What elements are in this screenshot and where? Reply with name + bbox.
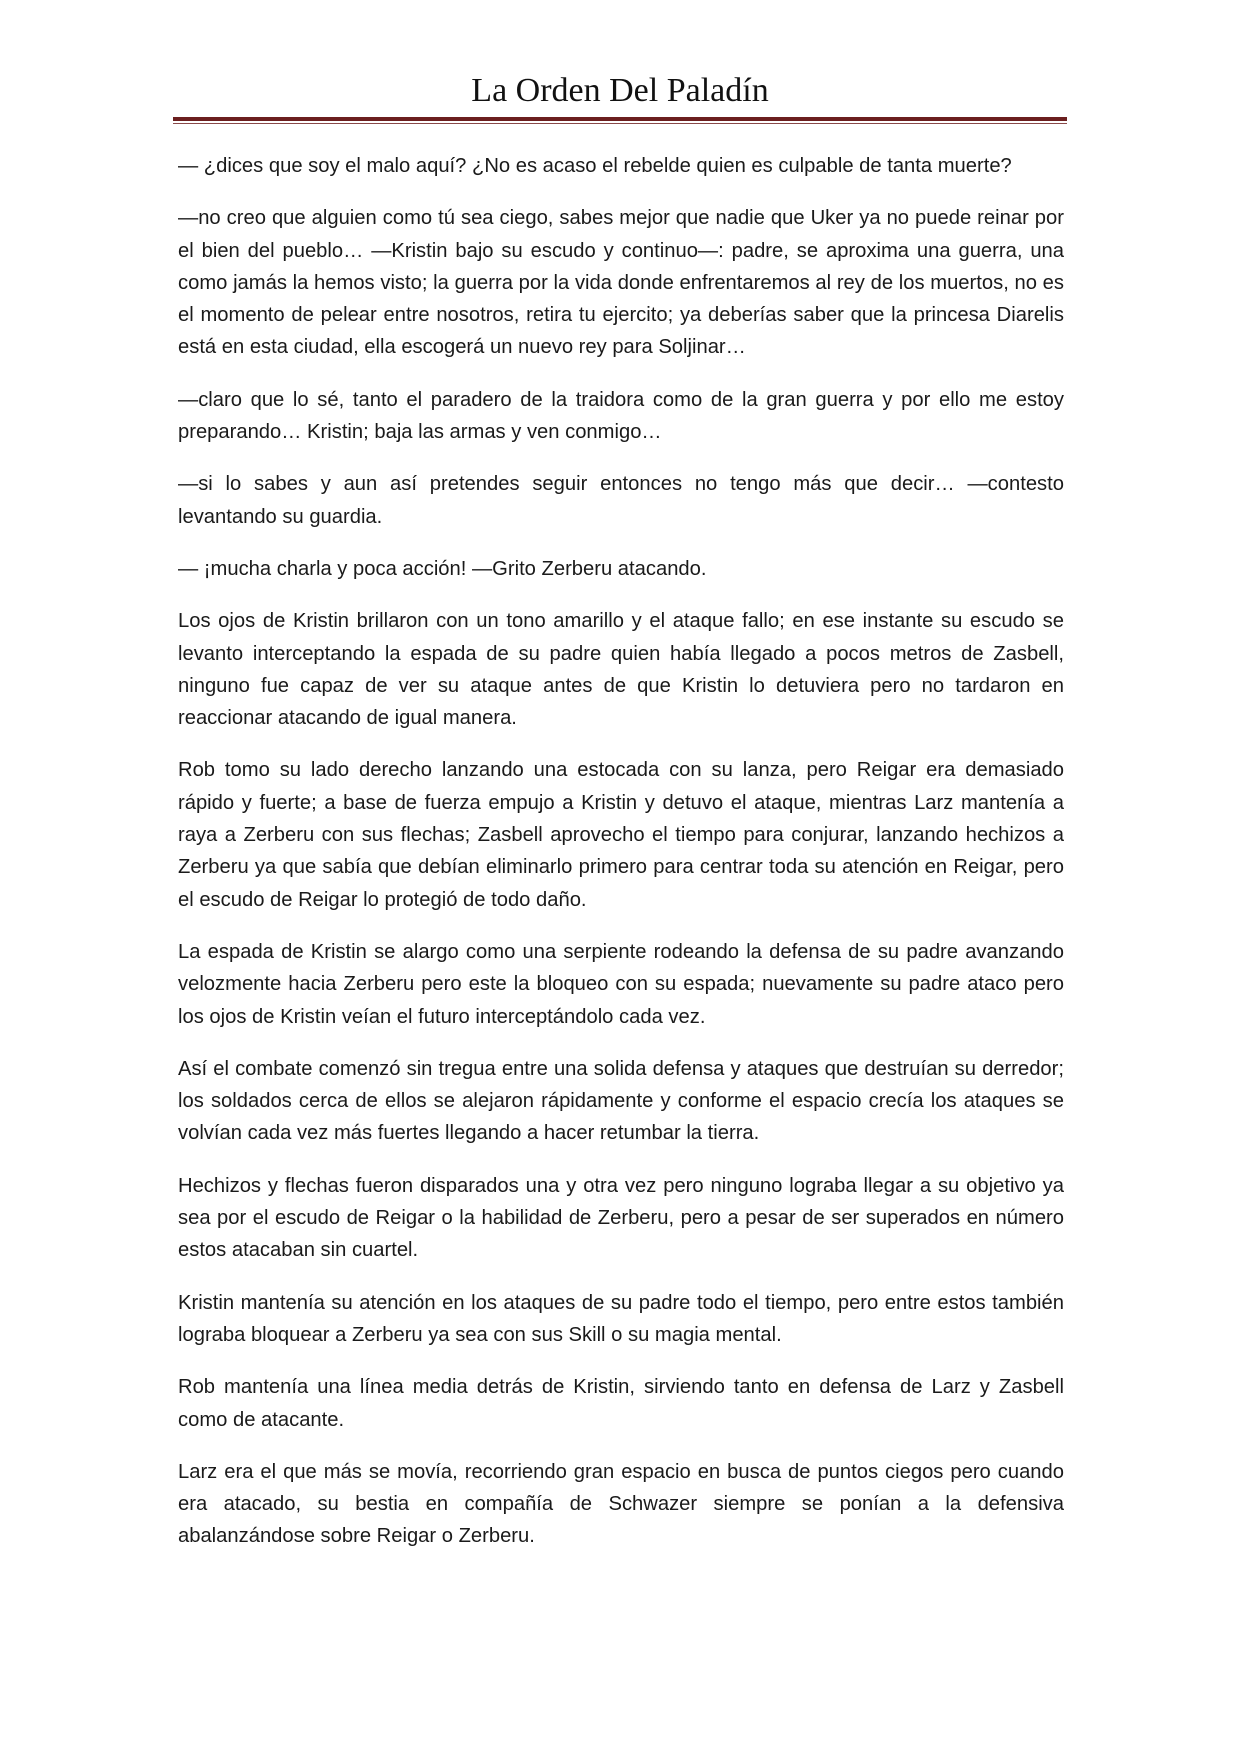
paragraph: Rob tomo su lado derecho lanzando una estocada con su lanza, pero Reigar era demasiado rápido y fuerte; a base de fuerza empujo a Kristin y detuvo el ataque, mientras Larz mantenía a raya a Zerberu con sus flechas; Zasbell aprovecho el tiempo para conjurar, lanzando hechizos a Zerberu ya que sabía que debían eliminarlo primero para centrar toda su atención en Reigar, pero el escudo de Reigar lo protegió de todo daño.	[178, 759, 1064, 911]
paragraph: La espada de Kristin se alargo como una serpiente rodeando la defensa de su padre avanzando velozmente hacia Zerberu pero este la bloqueo con su espada; nuevamente su padre ataco pero los ojos de Kristin veían el futuro interceptándolo cada vez.	[178, 940, 1064, 1028]
paragraph: —no creo que alguien como tú sea ciego, sabes mejor que nadie que Uker ya no puede reinar por el bien del pueblo… —Kristin bajo su escudo y continuo—: padre, se aproxima una guerra, una como jamás la hemos visto; la guerra por la vida donde enfrentaremos al rey de los muertos, no es el momento de pelear entre nosotros, retira tu ejercito; ya deberías saber que la princesa Diarelis está en esta ciudad, ella escogerá un nuevo rey para Soljinar…	[178, 207, 1064, 359]
paragraph: Rob mantenía una línea media detrás de Kristin, sirviendo tanto en defensa de Larz y Zasbell como de atacante.	[178, 1376, 1064, 1431]
paragraph: —si lo sabes y aun así pretendes seguir entonces no tengo más que decir… —contesto levantando su guardia.	[178, 473, 1064, 528]
header-rule-thick	[173, 117, 1067, 121]
paragraph: Hechizos y flechas fueron disparados una y otra vez pero ninguno lograba llegar a su objetivo ya sea por el escudo de Reigar o la habilidad de Zerberu, pero a pesar de ser superados en número estos atacaban sin cuartel.	[178, 1174, 1064, 1262]
paragraph: Larz era el que más se movía, recorriendo gran espacio en busca de puntos ciegos pero cuando era atacado, su bestia en compañía de Schwazer siempre se ponían a la defensiva abalanzándose sobre Reigar o Zerberu.	[178, 1460, 1064, 1548]
paragraph: — ¡mucha charla y poca acción! —Grito Zerberu atacando.	[178, 557, 707, 580]
paragraph: Kristin mantenía su atención en los ataques de su padre todo el tiempo, pero entre estos también lograba bloquear a Zerberu ya sea con sus Skill o su magia mental.	[178, 1291, 1064, 1346]
paragraph: —claro que lo sé, tanto el paradero de la traidora como de la gran guerra y por ello me estoy preparando… Kristin; baja las armas y ven conmigo…	[178, 388, 1064, 444]
paragraph: Los ojos de Kristin brillaron con un tono amarillo y el ataque fallo; en ese instante su escudo se levanto interceptando la espada de su padre quien había llegado a pocos metros de Zasbell, ninguno fue capaz de ver su ataque antes de que Kristin lo detuviera pero no tardaron en reaccionar atacando de igual manera.	[178, 610, 1064, 730]
body-text	[178, 150, 1064, 1573]
page-title: La Orden Del Paladín	[471, 72, 769, 109]
paragraph: Así el combate comenzó sin tregua entre una solida defensa y ataques que destruían su derredor; los soldados cerca de ellos se alejaron rápidamente y conforme el espacio crecía los ataques se volvían cada vez más fuertes llegando a hacer retumbar la tierra.	[178, 1057, 1064, 1145]
header-rule-thin	[173, 123, 1067, 124]
paragraph: — ¿dices que soy el malo aquí? ¿No es acaso el rebelde quien es culpable de tanta muerte?	[178, 155, 1012, 177]
